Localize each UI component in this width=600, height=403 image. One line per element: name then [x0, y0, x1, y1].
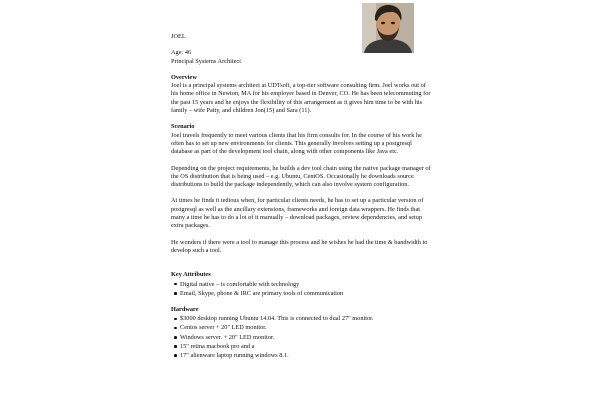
list-item: Digital native – is comfortable with technology [171, 280, 433, 289]
scenario-paragraph: Depending on the project requirements, he builds a dev tool chain using the native package manager of the OS distribution that is being used – e.g. Ubuntu, CentOS. Occasionally he downloads source distributions to build the package independently, which can also involve system configuration. [171, 164, 431, 189]
persona-title: Principal Systems Architect [171, 57, 241, 65]
hardware-list [171, 314, 433, 360]
list-item: Email, Skype, phone & IRC are primary tools of communication [171, 289, 433, 298]
persona-content [171, 33, 433, 360]
list-item: $3000 desktop running Ubuntu 14.04. This is connected to dual 27" monitor. [171, 314, 433, 323]
list-item: 15" retina macbook pro and a [171, 342, 433, 351]
key-attributes-heading: Key Attributes [171, 271, 211, 279]
list-item: Centos server + 20" LED monitor. [171, 323, 433, 332]
persona-age: Age: 46 [171, 49, 192, 57]
scenario-paragraph: He wonders if there were a tool to manage this process and he wishes he had the time & bandwidth to develop such a tool. [171, 238, 428, 254]
key-attributes-list [171, 280, 433, 298]
list-item: 17" alienware laptop running windows 8.1. [171, 351, 433, 360]
scenario-paragraph: At times he finds it tedious when, for particular clients needs, he has to set up a particular version of postgresql as well as the ancillary extensions, frameworks and foreign data wrappers. He finds that many a time he has to do a lot of it manually – download packages, review dependencies, and setup extra packages. [171, 197, 424, 230]
hardware-heading: Hardware [171, 305, 199, 313]
scenario-heading: Scenario [171, 123, 195, 131]
overview-heading: Overview [171, 73, 197, 81]
persona-name: JOEL [171, 33, 186, 40]
overview-text: Joel is a principal systems architect at UDTsoft, a top-tier software consulting firm. Joel works out of his home office in Newton, MA for his employer based in Denver, CO. He has been telecommuting for the past 15 years and he enjoys the flexibility of this arrangement as it gives him time to be with his family – wife Patty, and children Jon(15) and Sara (11). [171, 82, 431, 115]
scenario-paragraph: Joel travels frequently to meet various clients that his firm consults for. In the course of his work he often has to set up new environments for clients. This generally involves setting up a postgresql database as part of the development tool chain, along with other components like Java etc. [171, 131, 422, 156]
list-item: Windows server. + 20" LED monitor. [171, 333, 433, 342]
